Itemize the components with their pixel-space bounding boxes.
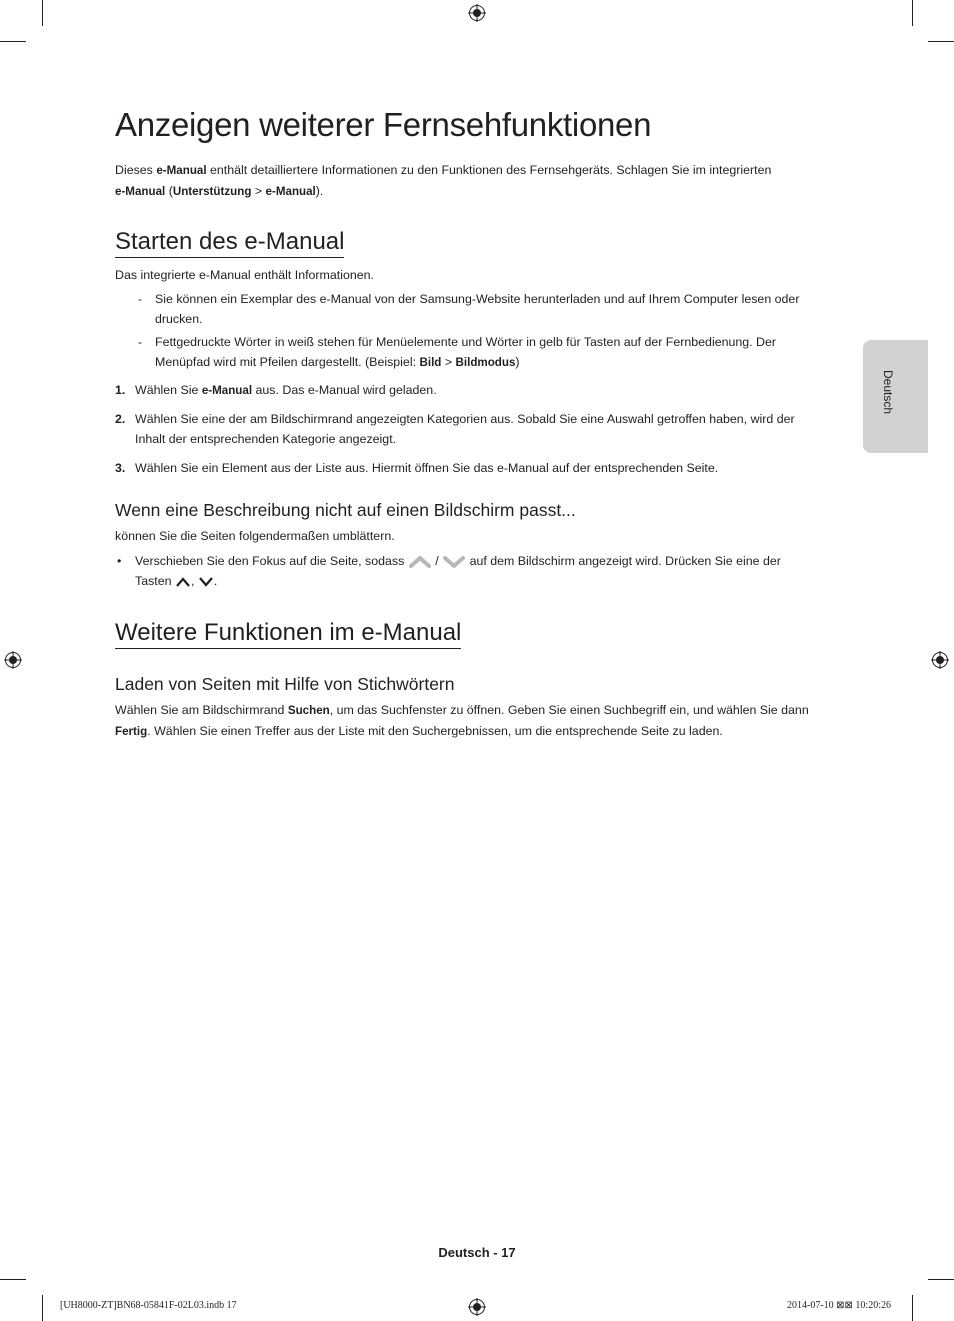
page-title: Anzeigen weiterer Fernsehfunktionen xyxy=(115,106,652,143)
intro-text: > xyxy=(251,184,266,198)
section2-text: , um das Suchfenster zu öffnen. Geben Sie einen Suchbegriff ein, und wählen Sie dann xyxy=(329,703,809,717)
crop-mark-top-left-v xyxy=(42,0,43,26)
dash-text: Fettgedruckte Wörter in weiß stehen für Menüelemente und Wörter in gelb für Tasten auf der Fernbedienung. Der xyxy=(155,335,777,349)
dash-marker: - xyxy=(138,292,143,306)
step-bold: e-Manual xyxy=(201,384,253,397)
crop-mark-top-right-v xyxy=(912,0,913,26)
dash-text: Sie können ein Exemplar des e-Manual von der Samsung-Website herunterladen und auf Ihrem Computer lesen oder xyxy=(155,292,800,306)
subsection-heading-stichwoerter: Laden von Seiten mit Hilfe von Stichwörtern xyxy=(115,674,455,694)
section2-text: . Wählen Sie einen Treffer aus der Liste mit den Suchergebnissen, um die entsprechende Seite zu laden. xyxy=(147,724,723,738)
step-number: 3. xyxy=(115,461,126,475)
registration-mark-icon xyxy=(468,1298,486,1316)
section2-bold: Suchen xyxy=(287,704,330,717)
intro-bold: e-Manual xyxy=(265,185,316,198)
step-text: aus. Das e-Manual wird geladen. xyxy=(252,383,437,397)
crop-mark-top-left-h xyxy=(0,41,26,42)
scroll-down-arrow-icon xyxy=(442,554,466,570)
language-side-tab-label: Deutsch xyxy=(881,370,895,415)
step-3 xyxy=(135,458,845,478)
dash-text: ) xyxy=(515,355,520,369)
section1-lead: Das integrierte e-Manual enthält Informationen. xyxy=(115,268,374,282)
step-text: Inhalt der entsprechenden Kategorie angezeigt. xyxy=(135,432,397,446)
crop-mark-bottom-left-h xyxy=(0,1279,26,1280)
section2-text: Wählen Sie am Bildschirmrand xyxy=(115,703,288,717)
bullet-text: Verschieben Sie den Fokus auf die Seite, sodass xyxy=(135,554,408,568)
bullet-text: / xyxy=(435,554,439,568)
page-number: Deutsch - 17 xyxy=(438,1245,516,1260)
crop-mark-bottom-right-v xyxy=(912,1295,913,1321)
dash-item-1 xyxy=(155,289,845,329)
section-heading-starten: Starten des e-Manual xyxy=(115,228,344,258)
crop-mark-bottom-left-v xyxy=(42,1295,43,1321)
print-file-info: [UH8000-ZT]BN68-05841F-02L03.indb 17 xyxy=(60,1300,237,1311)
section-heading-weitere: Weitere Funktionen im e-Manual xyxy=(115,619,461,649)
bullet-item xyxy=(135,551,845,591)
bullet-text: auf dem Bildschirm angezeigt wird. Drücken Sie eine der xyxy=(469,554,781,568)
dash-marker: - xyxy=(138,335,143,349)
section2-bold: Fertig xyxy=(115,725,148,738)
language-side-tab xyxy=(863,340,928,453)
up-key-icon xyxy=(175,576,191,588)
print-timestamp: 2014-07-10 ⊠⊠ 10:20:26 xyxy=(787,1300,891,1311)
crop-mark-bottom-right-h xyxy=(928,1279,954,1280)
step-text: Wählen Sie ein Element aus der Liste aus. Hiermit öffnen Sie das e-Manual auf der entsprechenden Seite. xyxy=(135,461,719,475)
down-key-icon xyxy=(198,576,214,588)
step-number: 2. xyxy=(115,412,126,426)
intro-paragraph xyxy=(115,160,845,202)
crop-mark-top-right-h xyxy=(928,41,954,42)
subsection-lead: können Sie die Seiten folgendermaßen umblättern. xyxy=(115,529,395,543)
dash-text: drucken. xyxy=(155,312,203,326)
step-1 xyxy=(135,380,845,401)
intro-text: enthält detailliertere Informationen zu den Funktionen des Fernsehgeräts. Schlagen Sie im integrierten xyxy=(206,163,772,177)
registration-mark-icon xyxy=(4,651,22,669)
bullet-text: . xyxy=(213,574,218,588)
registration-mark-icon xyxy=(931,651,949,669)
intro-text: ( xyxy=(165,184,173,198)
registration-mark-icon xyxy=(468,4,486,22)
subsection-heading-passt: Wenn eine Beschreibung nicht auf einen Bildschirm passt... xyxy=(115,500,576,520)
step-text: Wählen Sie eine der am Bildschirmrand angezeigten Kategorien aus. Sobald Sie eine Auswahl getroffen haben, wird der xyxy=(135,412,795,426)
intro-bold: e-Manual xyxy=(156,164,207,177)
section2-paragraph xyxy=(115,700,845,742)
bullet-marker: • xyxy=(117,554,122,568)
dash-text: > xyxy=(441,355,456,369)
bullet-text: , xyxy=(190,574,198,588)
intro-bold: Unterstützung xyxy=(172,185,252,198)
intro-text: ). xyxy=(315,184,324,198)
dash-item-2 xyxy=(155,332,845,373)
dash-text: Menüpfad wird mit Pfeilen dargestellt. (Beispiel: xyxy=(155,355,420,369)
menu-item-bold: Bild xyxy=(419,356,442,369)
step-2 xyxy=(135,409,845,449)
step-number: 1. xyxy=(115,383,126,397)
menu-item-bold: Bildmodus xyxy=(455,356,516,369)
intro-bold: e-Manual xyxy=(115,185,166,198)
bullet-text: Tasten xyxy=(135,574,175,588)
scroll-up-arrow-icon xyxy=(408,554,432,570)
step-text: Wählen Sie xyxy=(135,383,202,397)
intro-text: Dieses xyxy=(115,163,157,177)
